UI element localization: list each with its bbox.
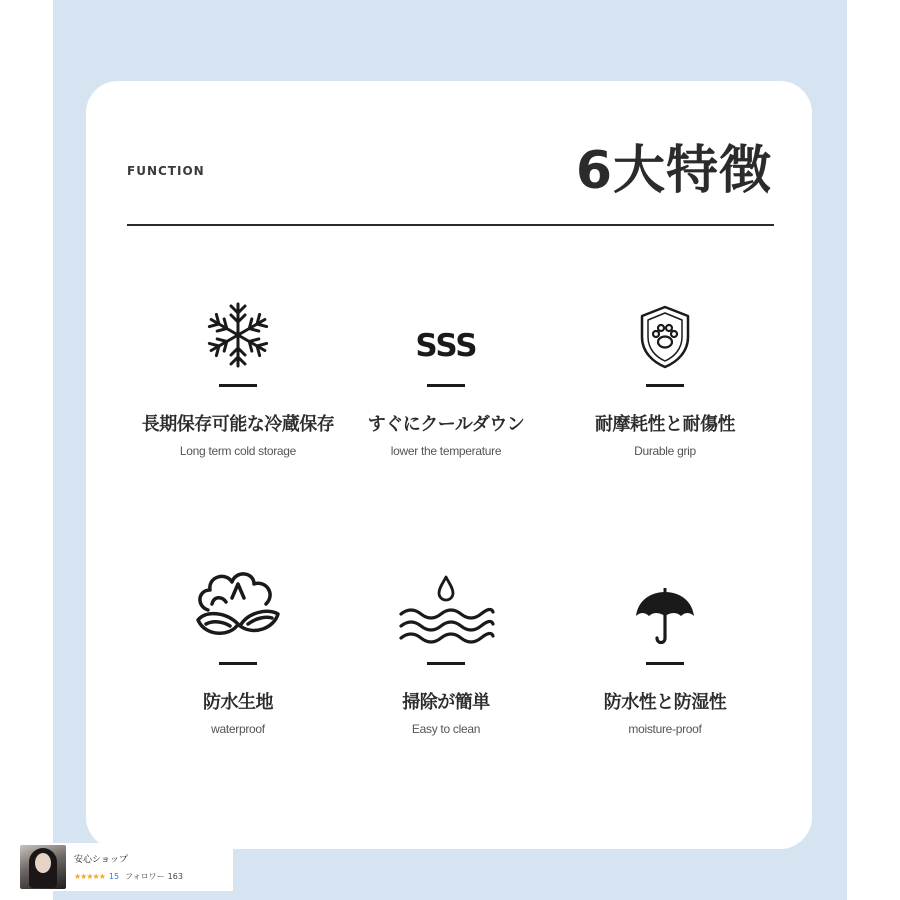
shop-meta	[74, 871, 183, 882]
shop-name[interactable]: 安心ショップ	[74, 855, 128, 865]
followers-count: 163	[167, 872, 183, 881]
feature-title: 長期保存可能な冷蔵保存	[141, 414, 335, 435]
feature-cool-down	[331, 290, 561, 458]
feature-waterproof-fabric	[123, 565, 353, 736]
feature-title: 掃除が簡単	[402, 692, 490, 713]
shield-paw-icon	[637, 304, 693, 370]
feature-dash	[219, 384, 257, 387]
feature-dash	[427, 662, 465, 665]
cotton-icon	[192, 568, 284, 648]
feature-subtitle: moisture-proof	[628, 722, 702, 736]
rating-stars-icon: ★★★★★	[74, 872, 105, 881]
feature-cold-storage	[123, 290, 353, 458]
feature-subtitle: waterproof	[211, 722, 265, 736]
shop-badge[interactable]	[18, 843, 233, 891]
section-label: FUNCTION	[127, 164, 205, 178]
feature-subtitle: lower the temperature	[390, 444, 502, 458]
feature-title: 防水生地	[203, 692, 273, 713]
feature-subtitle: Easy to clean	[411, 722, 481, 736]
feature-title: すぐにクールダウン	[367, 414, 525, 435]
feature-subtitle: Long term cold storage	[179, 444, 297, 458]
feature-subtitle: Durable grip	[634, 444, 696, 458]
feature-title: 防水性と防湿性	[603, 692, 727, 713]
feature-easy-clean	[331, 565, 561, 736]
umbrella-icon	[633, 588, 697, 648]
page-title: 6大特徴	[575, 141, 772, 201]
feature-durable	[550, 290, 780, 458]
feature-title: 耐摩耗性と耐傷性	[595, 414, 735, 435]
feature-dash	[427, 384, 465, 387]
sss-icon: SSS	[415, 328, 477, 364]
feature-dash	[646, 384, 684, 387]
followers-label: フォロワー	[125, 872, 165, 881]
rating-count: 15	[108, 872, 120, 881]
feature-moisture-proof	[550, 565, 780, 736]
feature-dash	[219, 662, 257, 665]
snowflake-icon	[203, 300, 273, 370]
water-drop-waves-icon	[397, 574, 495, 648]
feature-dash	[646, 662, 684, 665]
shop-avatar[interactable]	[20, 845, 66, 889]
shop-info	[74, 852, 183, 882]
header-divider	[127, 224, 774, 226]
